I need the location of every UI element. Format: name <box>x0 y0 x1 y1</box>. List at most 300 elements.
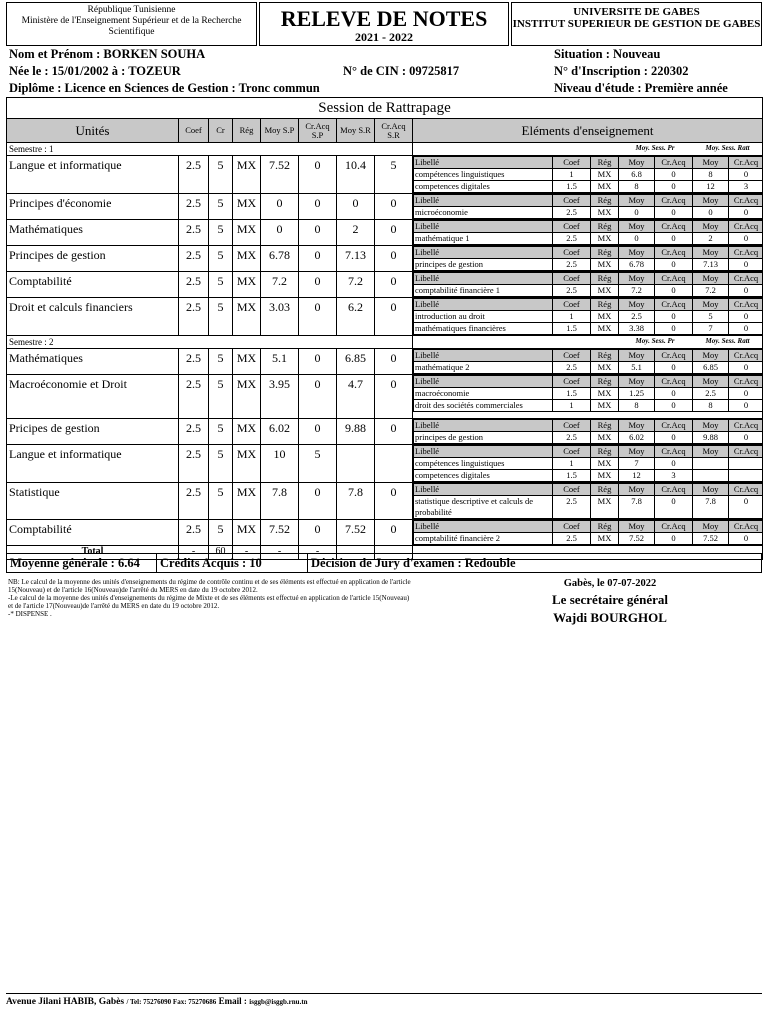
unit-cr: 5 <box>209 375 233 419</box>
element-cracq-pr: 0 <box>655 362 693 374</box>
el-hdr-moy: Moy <box>619 195 655 207</box>
unit-moy-sr: 7.8 <box>337 483 375 520</box>
el-hdr-coef: Coef <box>553 350 591 362</box>
element-cracq-pr: 3 <box>655 470 693 482</box>
element-cracq-ratt: 0 <box>729 311 763 323</box>
unit-cr: 5 <box>209 520 233 546</box>
element-cracq-ratt: 3 <box>729 181 763 193</box>
element-name: statistique descriptive et calculs de probabilité <box>414 496 553 519</box>
unit-cracq-sr: 0 <box>375 349 413 375</box>
element-reg: MX <box>591 400 619 412</box>
element-name: comptabilité financière 2 <box>414 533 553 545</box>
element-reg: MX <box>591 323 619 335</box>
el-hdr-libelle: Libellé <box>414 273 553 285</box>
el-hdr-cracq: Cr.Acq <box>729 376 763 388</box>
unit-moy-sr: 4.7 <box>337 375 375 419</box>
unit-cracq-sp: 0 <box>299 298 337 336</box>
ministry-label-cont: Scientifique <box>108 27 155 37</box>
unit-row <box>7 246 763 272</box>
grades-table <box>6 97 763 560</box>
student-cin: N° de CIN : 09725817 <box>343 64 460 78</box>
col-elements: Eléments d'enseignement <box>413 119 763 143</box>
unit-reg: MX <box>233 520 261 546</box>
element-cracq-pr: 0 <box>655 233 693 245</box>
unit-coef: 2.5 <box>179 520 209 546</box>
elements-cell <box>413 520 763 546</box>
signatory-role: Le secrétaire général <box>552 592 668 607</box>
signatory-name: Wajdi BOURGHOL <box>553 610 667 625</box>
element-cracq-ratt: 0 <box>729 388 763 400</box>
el-hdr-cracq: Cr.Acq <box>655 157 693 169</box>
el-hdr-moy: Moy <box>619 521 655 533</box>
element-reg: MX <box>591 285 619 297</box>
unit-cracq-sr: 5 <box>375 156 413 194</box>
semester-label: Semestre : 2 <box>7 336 413 349</box>
el-hdr-moy: Moy <box>693 195 729 207</box>
unit-reg: MX <box>233 246 261 272</box>
el-hdr-moy: Moy <box>693 420 729 432</box>
element-cracq-ratt: 0 <box>729 533 763 545</box>
moyenne-generale: Moyenne générale : 6.64 <box>10 556 140 570</box>
el-hdr-coef: Coef <box>553 273 591 285</box>
element-moy-ratt: 12 <box>693 181 729 193</box>
element-moy-pr: 0 <box>619 233 655 245</box>
footer-tel: / Tel: 75276090 Fax: 75270686 <box>126 998 217 1006</box>
el-hdr-moy: Moy <box>693 521 729 533</box>
element-reg: MX <box>591 362 619 374</box>
element-name: mathématiques financières <box>414 323 553 335</box>
unit-moy-sr: 6.85 <box>337 349 375 375</box>
unit-cracq-sr <box>375 445 413 483</box>
el-hdr-cracq: Cr.Acq <box>655 273 693 285</box>
unit-reg: MX <box>233 349 261 375</box>
element-moy-pr: 8 <box>619 400 655 412</box>
element-name: mathématique 2 <box>414 362 553 374</box>
total-moy-sp: - <box>261 546 299 560</box>
unit-cracq-sp: 0 <box>299 272 337 298</box>
el-hdr-libelle: Libellé <box>414 247 553 259</box>
unit-row <box>7 375 763 419</box>
el-hdr-libelle: Libellé <box>414 195 553 207</box>
session-ratt-label: Moy. Sess. Ratt <box>705 144 750 152</box>
ministry-label: Ministère de l'Enseignement Supérieur et de la Recherche <box>21 16 242 26</box>
el-hdr-coef: Coef <box>553 420 591 432</box>
unit-cracq-sr: 0 <box>375 520 413 546</box>
el-hdr-libelle: Libellé <box>414 299 553 311</box>
elements-cell <box>413 220 763 246</box>
element-cracq-pr: 0 <box>655 533 693 545</box>
el-hdr-coef: Coef <box>553 299 591 311</box>
ministry-box <box>6 2 257 46</box>
el-hdr-moy: Moy <box>619 273 655 285</box>
unit-name: Pricipes de gestion <box>7 419 179 445</box>
element-moy-pr: 3.38 <box>619 323 655 335</box>
el-hdr-moy: Moy <box>693 350 729 362</box>
elements-cell <box>413 246 763 272</box>
student-birth: Née le : 15/01/2002 à : TOZEUR <box>9 64 181 78</box>
elements-cell <box>413 194 763 220</box>
element-moy-pr: 6.8 <box>619 169 655 181</box>
element-cracq-ratt: 0 <box>729 432 763 444</box>
element-row <box>414 207 763 219</box>
element-moy-ratt <box>693 458 729 470</box>
element-moy-ratt: 7.2 <box>693 285 729 297</box>
el-hdr-libelle: Libellé <box>414 446 553 458</box>
el-hdr-reg: Rég <box>591 350 619 362</box>
element-cracq-pr: 0 <box>655 458 693 470</box>
element-reg: MX <box>591 181 619 193</box>
unit-row <box>7 272 763 298</box>
el-hdr-moy: Moy <box>619 420 655 432</box>
footer-address: Avenue Jilani HABIB, Gabès <box>6 997 125 1007</box>
element-coef: 2.5 <box>553 496 591 519</box>
total-coef: - <box>179 546 209 560</box>
el-hdr-moy: Moy <box>693 157 729 169</box>
element-coef: 2.5 <box>553 533 591 545</box>
elements-cell <box>413 419 763 445</box>
unit-coef: 2.5 <box>179 349 209 375</box>
unit-cracq-sr: 0 <box>375 194 413 220</box>
element-reg: MX <box>591 388 619 400</box>
notes <box>8 578 498 618</box>
unit-name: Principes d'économie <box>7 194 179 220</box>
el-hdr-cracq: Cr.Acq <box>655 247 693 259</box>
unit-cr: 5 <box>209 419 233 445</box>
element-row <box>414 259 763 271</box>
title-box <box>259 2 509 46</box>
el-hdr-coef: Coef <box>553 195 591 207</box>
element-name: macroéconomie <box>414 388 553 400</box>
el-hdr-coef: Coef <box>553 521 591 533</box>
footer-email: isggb@isggb.rnu.tn <box>249 998 308 1006</box>
element-moy-pr: 6.02 <box>619 432 655 444</box>
el-hdr-moy: Moy <box>619 157 655 169</box>
el-hdr-coef: Coef <box>553 247 591 259</box>
element-reg: MX <box>591 207 619 219</box>
el-hdr-reg: Rég <box>591 420 619 432</box>
unit-moy-sr: 6.2 <box>337 298 375 336</box>
element-cracq-ratt <box>729 458 763 470</box>
element-row <box>414 533 763 545</box>
unit-moy-sr: 9.88 <box>337 419 375 445</box>
el-hdr-libelle: Libellé <box>414 350 553 362</box>
element-cracq-ratt: 0 <box>729 207 763 219</box>
unit-name: Statistique <box>7 483 179 520</box>
unit-reg: MX <box>233 156 261 194</box>
el-hdr-coef: Coef <box>553 446 591 458</box>
element-name: principes de gestion <box>414 259 553 271</box>
semester-sessions-header <box>413 143 763 156</box>
student-situation: Situation : Nouveau <box>554 47 661 61</box>
unit-moy-sr: 10.4 <box>337 156 375 194</box>
total-cr-sp: - <box>299 546 337 560</box>
note-line: -* DISPENSE . <box>8 610 52 618</box>
element-moy-ratt: 7.52 <box>693 533 729 545</box>
unit-cracq-sp: 0 <box>299 419 337 445</box>
el-hdr-coef: Coef <box>553 157 591 169</box>
element-reg: MX <box>591 432 619 444</box>
element-moy-ratt: 0 <box>693 207 729 219</box>
element-row <box>414 285 763 297</box>
el-hdr-reg: Rég <box>591 446 619 458</box>
note-line: 15(Nouveau) et de l'article 16(Nouveau)de l'arrêté du MERS en date du 19 octobre 2012. <box>8 586 258 594</box>
element-row <box>414 169 763 181</box>
unit-name: Langue et informatique <box>7 445 179 483</box>
element-moy-ratt: 5 <box>693 311 729 323</box>
element-row <box>414 181 763 193</box>
element-name: droit des sociétés commerciales <box>414 400 553 412</box>
elements-cell <box>413 349 763 375</box>
el-hdr-moy: Moy <box>619 484 655 496</box>
footer-email-label: Email : <box>218 996 247 1006</box>
unit-coef: 2.5 <box>179 194 209 220</box>
elements-cell <box>413 445 763 483</box>
element-reg: MX <box>591 470 619 482</box>
element-row <box>414 432 763 444</box>
divider <box>307 554 308 572</box>
unit-cr: 5 <box>209 194 233 220</box>
el-hdr-libelle: Libellé <box>414 420 553 432</box>
credits-acquis: Crédits Acquis : 10 <box>160 556 262 570</box>
element-cracq-ratt: 0 <box>729 362 763 374</box>
unit-moy-sr <box>337 445 375 483</box>
unit-cr: 5 <box>209 483 233 520</box>
col-cracq-sr: Cr.Acq S.R <box>375 119 413 143</box>
unit-reg: MX <box>233 375 261 419</box>
el-hdr-moy: Moy <box>619 221 655 233</box>
signature-block <box>530 578 690 626</box>
element-moy-ratt: 6.85 <box>693 362 729 374</box>
element-cracq-ratt: 0 <box>729 233 763 245</box>
element-moy-ratt: 8 <box>693 169 729 181</box>
elements-cell <box>413 375 763 419</box>
unit-cr: 5 <box>209 272 233 298</box>
unit-cracq-sp: 5 <box>299 445 337 483</box>
el-hdr-moy: Moy <box>693 221 729 233</box>
el-hdr-cracq: Cr.Acq <box>655 446 693 458</box>
total-label: Total <box>7 546 179 560</box>
element-reg: MX <box>591 169 619 181</box>
element-cracq-pr: 0 <box>655 311 693 323</box>
el-hdr-reg: Rég <box>591 221 619 233</box>
unit-name: Mathématiques <box>7 220 179 246</box>
unit-name: Mathématiques <box>7 349 179 375</box>
element-moy-pr: 7 <box>619 458 655 470</box>
unit-moy-sp: 6.02 <box>261 419 299 445</box>
unit-coef: 2.5 <box>179 156 209 194</box>
el-hdr-reg: Rég <box>591 299 619 311</box>
el-hdr-moy: Moy <box>693 446 729 458</box>
divider <box>156 554 157 572</box>
unit-cr: 5 <box>209 220 233 246</box>
unit-cracq-sp: 0 <box>299 349 337 375</box>
unit-reg: MX <box>233 419 261 445</box>
el-hdr-moy: Moy <box>619 299 655 311</box>
results-bar <box>6 553 762 573</box>
document-title: RELEVE DE NOTES <box>280 6 488 31</box>
element-row <box>414 311 763 323</box>
university-label: UNIVERSITE DE GABES <box>573 6 700 18</box>
element-coef: 2.5 <box>553 233 591 245</box>
element-row <box>414 323 763 335</box>
unit-row <box>7 419 763 445</box>
element-moy-pr: 0 <box>619 207 655 219</box>
unit-coef: 2.5 <box>179 419 209 445</box>
element-cracq-ratt <box>729 470 763 482</box>
el-hdr-reg: Rég <box>591 376 619 388</box>
element-reg: MX <box>591 496 619 519</box>
element-cracq-ratt: 0 <box>729 496 763 519</box>
unit-cracq-sr: 0 <box>375 375 413 419</box>
academic-year: 2021 - 2022 <box>355 30 413 44</box>
el-hdr-libelle: Libellé <box>414 521 553 533</box>
unit-row <box>7 156 763 194</box>
element-moy-pr: 7.52 <box>619 533 655 545</box>
unit-name: Droit et calculs financiers <box>7 298 179 336</box>
el-hdr-cracq: Cr.Acq <box>729 484 763 496</box>
element-coef: 1.5 <box>553 181 591 193</box>
total-reg: - <box>233 546 261 560</box>
unit-cracq-sr: 0 <box>375 272 413 298</box>
element-name: competences digitales <box>414 181 553 193</box>
el-hdr-libelle: Libellé <box>414 221 553 233</box>
element-coef: 1 <box>553 400 591 412</box>
element-coef: 2.5 <box>553 362 591 374</box>
unit-cracq-sp: 0 <box>299 375 337 419</box>
unit-moy-sr: 7.13 <box>337 246 375 272</box>
unit-reg: MX <box>233 194 261 220</box>
el-hdr-cracq: Cr.Acq <box>655 484 693 496</box>
unit-moy-sr: 7.52 <box>337 520 375 546</box>
element-name: principes de gestion <box>414 432 553 444</box>
place-date: Gabès, le 07-07-2022 <box>563 578 657 589</box>
unit-name: Langue et informatique <box>7 156 179 194</box>
unit-cracq-sr: 0 <box>375 298 413 336</box>
unit-name: Macroéconomie et Droit <box>7 375 179 419</box>
col-cr: Cr <box>209 119 233 143</box>
el-hdr-reg: Rég <box>591 521 619 533</box>
el-hdr-moy: Moy <box>693 247 729 259</box>
el-hdr-cracq: Cr.Acq <box>655 221 693 233</box>
element-cracq-pr: 0 <box>655 181 693 193</box>
element-moy-pr: 7.8 <box>619 496 655 519</box>
element-cracq-pr: 0 <box>655 259 693 271</box>
element-moy-ratt: 2.5 <box>693 388 729 400</box>
el-hdr-cracq: Cr.Acq <box>655 376 693 388</box>
el-hdr-cracq: Cr.Acq <box>655 420 693 432</box>
unit-coef: 2.5 <box>179 272 209 298</box>
elements-cell <box>413 298 763 336</box>
element-name: competences digitales <box>414 470 553 482</box>
elements-cell <box>413 156 763 194</box>
element-coef: 2.5 <box>553 432 591 444</box>
element-cracq-pr: 0 <box>655 432 693 444</box>
el-hdr-reg: Rég <box>591 195 619 207</box>
total-cr: 60 <box>209 546 233 560</box>
element-coef: 2.5 <box>553 259 591 271</box>
el-hdr-cracq: Cr.Acq <box>655 350 693 362</box>
element-cracq-pr: 0 <box>655 169 693 181</box>
el-hdr-reg: Rég <box>591 157 619 169</box>
el-hdr-cracq: Cr.Acq <box>729 273 763 285</box>
element-reg: MX <box>591 233 619 245</box>
session-pr-label: Moy. Sess. Pr <box>635 337 675 345</box>
session-title: Session de Rattrapage <box>7 98 763 119</box>
el-hdr-moy: Moy <box>693 273 729 285</box>
unit-moy-sr: 0 <box>337 194 375 220</box>
unit-row <box>7 298 763 336</box>
element-name: mathématique 1 <box>414 233 553 245</box>
note-line: et de l'article 17(Nouveau)de l'arrêté du MERS en date du 19 octobre 2012. <box>8 602 220 610</box>
element-row <box>414 470 763 482</box>
unit-moy-sr: 2 <box>337 220 375 246</box>
unit-moy-sr: 7.2 <box>337 272 375 298</box>
unit-moy-sp: 0 <box>261 194 299 220</box>
unit-reg: MX <box>233 483 261 520</box>
el-hdr-coef: Coef <box>553 484 591 496</box>
col-reg: Rég <box>233 119 261 143</box>
element-cracq-ratt: 0 <box>729 285 763 297</box>
element-cracq-ratt: 0 <box>729 259 763 271</box>
unit-coef: 2.5 <box>179 298 209 336</box>
col-moy-sr: Moy S.R <box>337 119 375 143</box>
element-moy-ratt: 7.13 <box>693 259 729 271</box>
unit-cracq-sr: 0 <box>375 483 413 520</box>
student-name: Nom et Prénom : BORKEN SOUHA <box>9 47 206 61</box>
el-hdr-coef: Coef <box>553 221 591 233</box>
el-hdr-cracq: Cr.Acq <box>729 157 763 169</box>
element-moy-ratt: 9.88 <box>693 432 729 444</box>
unit-cracq-sp: 0 <box>299 194 337 220</box>
unit-row <box>7 520 763 546</box>
element-moy-ratt <box>693 470 729 482</box>
unit-moy-sp: 7.2 <box>261 272 299 298</box>
element-coef: 1.5 <box>553 323 591 335</box>
el-hdr-moy: Moy <box>619 376 655 388</box>
unit-reg: MX <box>233 445 261 483</box>
unit-cr: 5 <box>209 298 233 336</box>
unit-row <box>7 220 763 246</box>
unit-moy-sp: 7.8 <box>261 483 299 520</box>
element-cracq-pr: 0 <box>655 207 693 219</box>
semesters-body <box>7 143 763 546</box>
el-hdr-libelle: Libellé <box>414 376 553 388</box>
el-hdr-libelle: Libellé <box>414 484 553 496</box>
unit-name: Comptabilité <box>7 272 179 298</box>
element-coef: 2.5 <box>553 207 591 219</box>
element-reg: MX <box>591 458 619 470</box>
unit-cr: 5 <box>209 445 233 483</box>
element-moy-pr: 8 <box>619 181 655 193</box>
unit-reg: MX <box>233 220 261 246</box>
element-cracq-ratt: 0 <box>729 169 763 181</box>
element-cracq-pr: 0 <box>655 400 693 412</box>
unit-moy-sp: 10 <box>261 445 299 483</box>
el-hdr-reg: Rég <box>591 484 619 496</box>
unit-moy-sp: 0 <box>261 220 299 246</box>
element-name: introduction au droit <box>414 311 553 323</box>
el-hdr-reg: Rég <box>591 247 619 259</box>
el-hdr-cracq: Cr.Acq <box>655 299 693 311</box>
element-coef: 2.5 <box>553 285 591 297</box>
element-cracq-pr: 0 <box>655 388 693 400</box>
unit-moy-sp: 6.78 <box>261 246 299 272</box>
session-ratt-label: Moy. Sess. Ratt <box>705 337 750 345</box>
footer <box>6 993 762 1007</box>
unit-moy-sp: 7.52 <box>261 520 299 546</box>
el-hdr-cracq: Cr.Acq <box>729 247 763 259</box>
unit-cr: 5 <box>209 246 233 272</box>
